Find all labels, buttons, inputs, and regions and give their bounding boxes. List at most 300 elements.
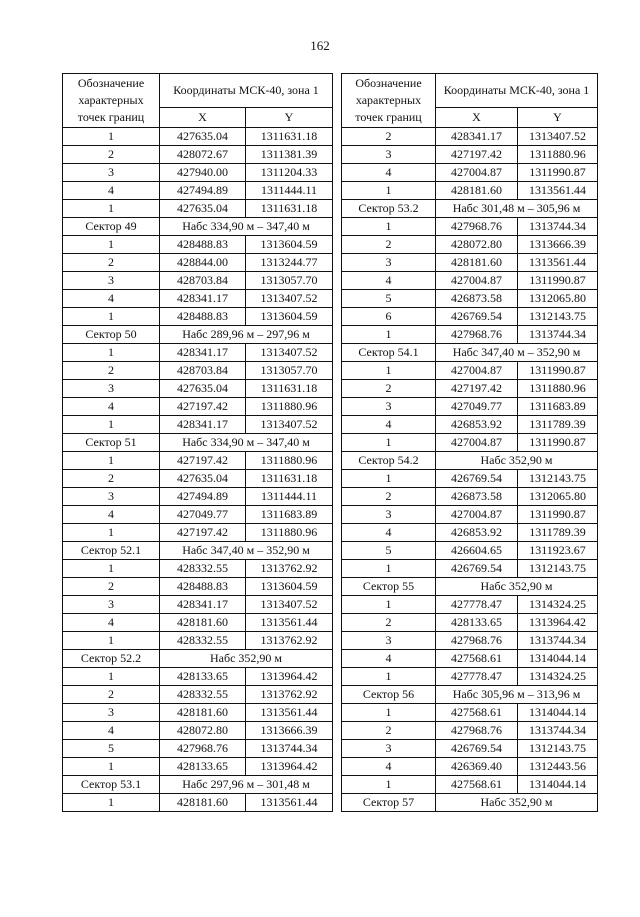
table-row xyxy=(63,506,333,524)
point-number: 2 xyxy=(63,578,160,596)
coord-x: 427568.61 xyxy=(436,704,518,722)
coord-y: 1313744.34 xyxy=(518,218,598,236)
coord-y: 1312143.75 xyxy=(518,308,598,326)
sector-height: Набс 289,96 м – 297,96 м xyxy=(160,326,333,344)
coord-y: 1313244.77 xyxy=(246,254,333,272)
coord-y: 1313561.44 xyxy=(246,704,333,722)
point-number: 3 xyxy=(63,596,160,614)
point-number: 1 xyxy=(342,362,436,380)
coord-x: 427968.76 xyxy=(436,326,518,344)
point-number: 3 xyxy=(342,254,436,272)
table-row xyxy=(342,164,598,182)
coord-x: 428703.84 xyxy=(160,362,246,380)
sector-row xyxy=(63,542,333,560)
coord-x: 426769.54 xyxy=(436,308,518,326)
coord-x: 426873.58 xyxy=(436,290,518,308)
table-row xyxy=(63,704,333,722)
coord-x: 427197.42 xyxy=(160,452,246,470)
coord-x: 427968.76 xyxy=(436,722,518,740)
table-row xyxy=(63,524,333,542)
table-row xyxy=(342,632,598,650)
coord-x: 428341.17 xyxy=(436,128,518,146)
sector-row xyxy=(63,326,333,344)
sector-height: Набс 352,90 м xyxy=(436,578,598,596)
table-row xyxy=(342,434,598,452)
table-row xyxy=(342,596,598,614)
coord-y: 1311631.18 xyxy=(246,470,333,488)
header-coords-title: Координаты МСК-40, зона 1 xyxy=(160,74,333,108)
coord-x: 427968.76 xyxy=(436,218,518,236)
coord-y: 1311683.89 xyxy=(518,398,598,416)
coord-x: 427049.77 xyxy=(160,506,246,524)
coord-y: 1311789.39 xyxy=(518,524,598,542)
coord-x: 427197.42 xyxy=(436,380,518,398)
point-number: 4 xyxy=(342,758,436,776)
coord-x: 427197.42 xyxy=(160,524,246,542)
table-row xyxy=(342,308,598,326)
table-row xyxy=(63,452,333,470)
coord-x: 428133.65 xyxy=(160,758,246,776)
table-row xyxy=(342,398,598,416)
point-number: 3 xyxy=(63,704,160,722)
coord-y: 1311204.33 xyxy=(246,164,333,182)
table-row xyxy=(342,272,598,290)
table-row xyxy=(342,740,598,758)
table-body-left xyxy=(63,128,333,812)
coord-y: 1312143.75 xyxy=(518,560,598,578)
coord-x: 428703.84 xyxy=(160,272,246,290)
table-row xyxy=(63,632,333,650)
coord-y: 1313057.70 xyxy=(246,362,333,380)
point-number: 2 xyxy=(342,722,436,740)
point-number: 2 xyxy=(63,254,160,272)
table-row xyxy=(63,794,333,812)
point-number: 4 xyxy=(63,182,160,200)
table-row xyxy=(342,128,598,146)
coord-x: 428072.80 xyxy=(436,236,518,254)
coord-y: 1311880.96 xyxy=(518,146,598,164)
coord-y: 1314044.14 xyxy=(518,650,598,668)
coord-x: 427778.47 xyxy=(436,596,518,614)
table-row xyxy=(63,758,333,776)
point-number: 5 xyxy=(342,542,436,560)
coord-x: 428332.55 xyxy=(160,686,246,704)
coord-y: 1313964.42 xyxy=(246,758,333,776)
coord-x: 427004.87 xyxy=(436,506,518,524)
coord-y: 1311444.11 xyxy=(246,488,333,506)
coord-x: 427004.87 xyxy=(436,272,518,290)
table-row xyxy=(342,416,598,434)
coord-x: 427004.87 xyxy=(436,164,518,182)
coord-y: 1313964.42 xyxy=(518,614,598,632)
sector-height: Набс 352,90 м xyxy=(436,794,598,812)
coord-y: 1313407.52 xyxy=(246,344,333,362)
coord-y: 1311990.87 xyxy=(518,434,598,452)
coord-y: 1312065.80 xyxy=(518,290,598,308)
coord-x: 427494.89 xyxy=(160,488,246,506)
point-number: 4 xyxy=(63,722,160,740)
coord-x: 426769.54 xyxy=(436,470,518,488)
coord-y: 1311880.96 xyxy=(246,452,333,470)
coord-y: 1311683.89 xyxy=(246,506,333,524)
point-number: 1 xyxy=(63,452,160,470)
coord-x: 428341.17 xyxy=(160,416,246,434)
coord-y: 1313762.92 xyxy=(246,560,333,578)
point-number: 2 xyxy=(63,470,160,488)
sector-name: Сектор 56 xyxy=(342,686,436,704)
coord-x: 427197.42 xyxy=(436,146,518,164)
sector-row xyxy=(63,776,333,794)
table-row xyxy=(63,254,333,272)
coord-x: 428332.55 xyxy=(160,560,246,578)
coord-y: 1314044.14 xyxy=(518,704,598,722)
point-number: 3 xyxy=(342,740,436,758)
sector-height: Набс 352,90 м xyxy=(436,452,598,470)
point-number: 2 xyxy=(342,380,436,398)
table-row xyxy=(342,326,598,344)
table-row xyxy=(63,668,333,686)
table-row xyxy=(342,524,598,542)
coord-x: 427968.76 xyxy=(160,740,246,758)
coord-x: 427049.77 xyxy=(436,398,518,416)
table-row xyxy=(342,650,598,668)
point-number: 2 xyxy=(342,614,436,632)
sector-name: Сектор 51 xyxy=(63,434,160,452)
point-number: 1 xyxy=(63,668,160,686)
point-number: 3 xyxy=(63,380,160,398)
point-number: 1 xyxy=(63,128,160,146)
header-point-label: Обозначение характерных точек границ xyxy=(342,74,436,128)
point-number: 4 xyxy=(63,506,160,524)
sector-height: Набс 297,96 м – 301,48 м xyxy=(160,776,333,794)
table-row xyxy=(342,722,598,740)
coord-y: 1313407.52 xyxy=(246,416,333,434)
table-row xyxy=(63,578,333,596)
sector-row xyxy=(342,686,598,704)
coord-x: 428181.60 xyxy=(436,182,518,200)
point-number: 1 xyxy=(63,794,160,812)
coord-x: 427940.00 xyxy=(160,164,246,182)
table-row xyxy=(342,290,598,308)
sector-height: Набс 334,90 м – 347,40 м xyxy=(160,434,333,452)
sector-name: Сектор 53.2 xyxy=(342,200,436,218)
coord-x: 427635.04 xyxy=(160,470,246,488)
coord-x: 427494.89 xyxy=(160,182,246,200)
table-row xyxy=(63,380,333,398)
point-number: 1 xyxy=(342,668,436,686)
coord-x: 427568.61 xyxy=(436,650,518,668)
point-number: 1 xyxy=(63,236,160,254)
point-number: 3 xyxy=(342,146,436,164)
coord-x: 426853.92 xyxy=(436,524,518,542)
sector-name: Сектор 54.2 xyxy=(342,452,436,470)
coord-y: 1314044.14 xyxy=(518,776,598,794)
point-number: 1 xyxy=(63,560,160,578)
coord-y: 1313604.59 xyxy=(246,236,333,254)
header-point-label: Обозначение характерных точек границ xyxy=(63,74,160,128)
point-number: 2 xyxy=(63,686,160,704)
point-number: 1 xyxy=(342,218,436,236)
coord-x: 428341.17 xyxy=(160,596,246,614)
table-row xyxy=(342,506,598,524)
coord-y: 1313762.92 xyxy=(246,686,333,704)
coord-x: 426769.54 xyxy=(436,740,518,758)
coord-y: 1311631.18 xyxy=(246,380,333,398)
coord-x: 428488.83 xyxy=(160,308,246,326)
sector-name: Сектор 50 xyxy=(63,326,160,344)
point-number: 4 xyxy=(342,524,436,542)
coord-x: 428133.65 xyxy=(436,614,518,632)
coord-x: 428341.17 xyxy=(160,344,246,362)
table-row xyxy=(63,200,333,218)
sector-height: Набс 347,40 м – 352,90 м xyxy=(160,542,333,560)
coord-x: 427968.76 xyxy=(436,632,518,650)
coord-x: 426769.54 xyxy=(436,560,518,578)
point-number: 4 xyxy=(342,416,436,434)
coord-y: 1311381.39 xyxy=(246,146,333,164)
sector-row xyxy=(63,218,333,236)
coord-x: 428488.83 xyxy=(160,578,246,596)
point-number: 4 xyxy=(63,290,160,308)
coord-y: 1311631.18 xyxy=(246,200,333,218)
coord-x: 426369.40 xyxy=(436,758,518,776)
point-number: 4 xyxy=(342,650,436,668)
table-row xyxy=(342,362,598,380)
coord-y: 1313407.52 xyxy=(518,128,598,146)
coord-y: 1311789.39 xyxy=(518,416,598,434)
coord-y: 1311923.67 xyxy=(518,542,598,560)
coord-y: 1313666.39 xyxy=(518,236,598,254)
coord-y: 1313744.34 xyxy=(246,740,333,758)
coord-y: 1311990.87 xyxy=(518,506,598,524)
coord-y: 1313407.52 xyxy=(246,596,333,614)
coord-y: 1313744.34 xyxy=(518,632,598,650)
point-number: 1 xyxy=(342,704,436,722)
coord-y: 1313964.42 xyxy=(246,668,333,686)
table-row xyxy=(63,470,333,488)
coord-x: 427004.87 xyxy=(436,434,518,452)
coord-x: 428488.83 xyxy=(160,236,246,254)
coordinates-table-left xyxy=(62,73,333,812)
coord-y: 1313744.34 xyxy=(518,326,598,344)
table-row xyxy=(63,128,333,146)
point-number: 1 xyxy=(342,596,436,614)
sector-row xyxy=(63,434,333,452)
coord-y: 1311880.96 xyxy=(246,524,333,542)
coord-x: 426604.65 xyxy=(436,542,518,560)
table-row xyxy=(63,740,333,758)
coord-x: 428072.67 xyxy=(160,146,246,164)
table-row xyxy=(342,218,598,236)
table-row xyxy=(63,416,333,434)
coord-x: 427004.87 xyxy=(436,362,518,380)
table-row xyxy=(63,290,333,308)
table-row xyxy=(342,488,598,506)
sector-row xyxy=(342,578,598,596)
header-y: Y xyxy=(518,108,598,128)
page-number: 162 xyxy=(310,38,330,53)
sector-height: Набс 334,90 м – 347,40 м xyxy=(160,218,333,236)
coord-x: 427635.04 xyxy=(160,128,246,146)
header-coords-title: Координаты МСК-40, зона 1 xyxy=(436,74,598,108)
table-row xyxy=(342,254,598,272)
sector-row xyxy=(342,452,598,470)
point-number: 3 xyxy=(63,488,160,506)
point-number: 1 xyxy=(342,326,436,344)
point-number: 3 xyxy=(63,164,160,182)
point-number: 1 xyxy=(63,344,160,362)
table-row xyxy=(63,488,333,506)
table-row xyxy=(63,722,333,740)
table-row xyxy=(63,362,333,380)
coord-y: 1311990.87 xyxy=(518,362,598,380)
table-row xyxy=(63,614,333,632)
sector-name: Сектор 54.1 xyxy=(342,344,436,362)
table-row xyxy=(63,596,333,614)
point-number: 3 xyxy=(342,632,436,650)
table-row xyxy=(342,542,598,560)
coord-y: 1314324.25 xyxy=(518,668,598,686)
table-row xyxy=(342,146,598,164)
point-number: 2 xyxy=(342,236,436,254)
point-number: 1 xyxy=(63,308,160,326)
coord-y: 1313604.59 xyxy=(246,308,333,326)
sector-name: Сектор 57 xyxy=(342,794,436,812)
coord-x: 427635.04 xyxy=(160,380,246,398)
table-row xyxy=(342,470,598,488)
table-row xyxy=(63,344,333,362)
coord-x: 427197.42 xyxy=(160,398,246,416)
table-row xyxy=(342,668,598,686)
table-row xyxy=(63,164,333,182)
coord-y: 1311444.11 xyxy=(246,182,333,200)
coord-y: 1311880.96 xyxy=(246,398,333,416)
point-number: 4 xyxy=(342,272,436,290)
coord-x: 426873.58 xyxy=(436,488,518,506)
point-number: 1 xyxy=(342,182,436,200)
table-row xyxy=(63,560,333,578)
table-row xyxy=(342,614,598,632)
table-row xyxy=(63,686,333,704)
sector-name: Сектор 53.1 xyxy=(63,776,160,794)
point-number: 1 xyxy=(342,776,436,794)
coord-y: 1313057.70 xyxy=(246,272,333,290)
point-number: 4 xyxy=(63,398,160,416)
coord-y: 1313561.44 xyxy=(246,794,333,812)
coord-y: 1313561.44 xyxy=(246,614,333,632)
point-number: 1 xyxy=(342,560,436,578)
point-number: 2 xyxy=(63,146,160,164)
coord-y: 1311631.18 xyxy=(246,128,333,146)
header-x: X xyxy=(160,108,246,128)
table-row xyxy=(63,236,333,254)
table-row xyxy=(63,308,333,326)
coord-y: 1313561.44 xyxy=(518,254,598,272)
table-row xyxy=(63,182,333,200)
coordinates-table-right xyxy=(341,73,598,812)
coord-y: 1313666.39 xyxy=(246,722,333,740)
header-x: X xyxy=(436,108,518,128)
table-row xyxy=(342,704,598,722)
coord-x: 427568.61 xyxy=(436,776,518,794)
coord-y: 1312443.56 xyxy=(518,758,598,776)
point-number: 2 xyxy=(342,128,436,146)
table-row xyxy=(342,380,598,398)
coord-x: 428844.00 xyxy=(160,254,246,272)
coord-y: 1313744.34 xyxy=(518,722,598,740)
coord-y: 1311990.87 xyxy=(518,272,598,290)
point-number: 6 xyxy=(342,308,436,326)
coord-x: 428181.60 xyxy=(160,704,246,722)
coord-x: 428072.80 xyxy=(160,722,246,740)
sector-row xyxy=(63,650,333,668)
table-row xyxy=(63,398,333,416)
coord-x: 427635.04 xyxy=(160,200,246,218)
coord-x: 426853.92 xyxy=(436,416,518,434)
table-row xyxy=(342,182,598,200)
point-number: 5 xyxy=(63,740,160,758)
table-body-right xyxy=(342,128,598,812)
sector-row xyxy=(342,200,598,218)
coord-y: 1313561.44 xyxy=(518,182,598,200)
table-row xyxy=(342,776,598,794)
sector-name: Сектор 55 xyxy=(342,578,436,596)
sector-height: Набс 352,90 м xyxy=(160,650,333,668)
table-row xyxy=(342,236,598,254)
coord-y: 1313604.59 xyxy=(246,578,333,596)
point-number: 1 xyxy=(342,434,436,452)
coord-x: 428133.65 xyxy=(160,668,246,686)
table-row xyxy=(63,146,333,164)
point-number: 3 xyxy=(342,398,436,416)
point-number: 2 xyxy=(342,488,436,506)
point-number: 2 xyxy=(63,362,160,380)
point-number: 3 xyxy=(63,272,160,290)
point-number: 4 xyxy=(63,614,160,632)
sector-height: Набс 305,96 м – 313,96 м xyxy=(436,686,598,704)
point-number: 3 xyxy=(342,506,436,524)
point-number: 5 xyxy=(342,290,436,308)
coord-y: 1312143.75 xyxy=(518,740,598,758)
point-number: 1 xyxy=(63,632,160,650)
sector-height: Набс 301,48 м – 305,96 м xyxy=(436,200,598,218)
table-row xyxy=(63,272,333,290)
coord-x: 428341.17 xyxy=(160,290,246,308)
coord-y: 1313407.52 xyxy=(246,290,333,308)
coord-y: 1311880.96 xyxy=(518,380,598,398)
sector-row xyxy=(342,344,598,362)
coord-y: 1312065.80 xyxy=(518,488,598,506)
sector-name: Сектор 49 xyxy=(63,218,160,236)
point-number: 1 xyxy=(63,758,160,776)
header-y: Y xyxy=(246,108,333,128)
coord-x: 427778.47 xyxy=(436,668,518,686)
coord-x: 428181.60 xyxy=(436,254,518,272)
sector-height: Набс 347,40 м – 352,90 м xyxy=(436,344,598,362)
coord-y: 1314324.25 xyxy=(518,596,598,614)
point-number: 4 xyxy=(342,164,436,182)
sector-row xyxy=(342,794,598,812)
point-number: 1 xyxy=(63,524,160,542)
point-number: 1 xyxy=(63,200,160,218)
table-row xyxy=(342,560,598,578)
sector-name: Сектор 52.1 xyxy=(63,542,160,560)
coord-y: 1312143.75 xyxy=(518,470,598,488)
sector-name: Сектор 52.2 xyxy=(63,650,160,668)
coord-x: 428181.60 xyxy=(160,794,246,812)
point-number: 1 xyxy=(342,470,436,488)
point-number: 1 xyxy=(63,416,160,434)
